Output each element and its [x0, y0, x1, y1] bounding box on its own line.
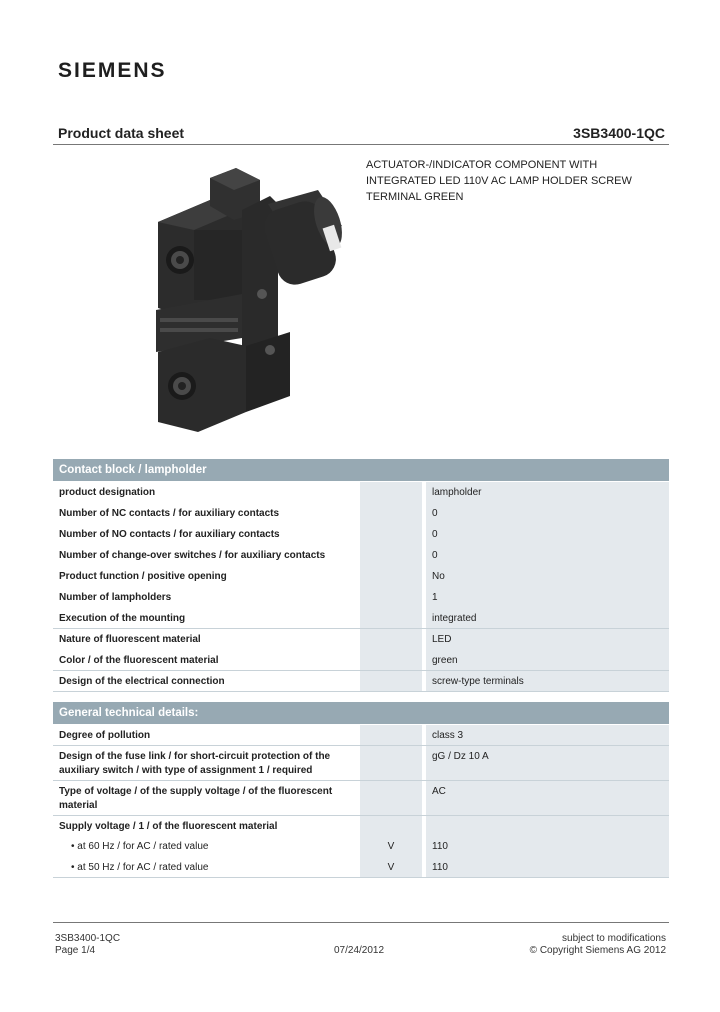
- spec-value: 0: [426, 503, 669, 524]
- spec-value: green: [426, 650, 669, 670]
- product-code: 3SB3400-1QC: [573, 125, 665, 141]
- spec-unit: [360, 566, 422, 587]
- spec-label: • at 50 Hz / for AC / rated value: [71, 862, 209, 873]
- spec-unit: [360, 816, 422, 836]
- spec-value: screw-type terminals: [426, 671, 669, 691]
- spec-table-contact-block: [53, 482, 669, 692]
- spec-value: integrated: [426, 608, 669, 628]
- spec-value: 0: [426, 524, 669, 545]
- spec-value: [426, 816, 669, 836]
- spec-unit: [360, 587, 422, 608]
- spec-value: lampholder: [426, 482, 669, 503]
- table-row: [53, 725, 669, 746]
- spec-label: Number of NO contacts / for auxiliary contacts: [59, 529, 280, 540]
- table-row: [53, 608, 669, 629]
- spec-label: Degree of pollution: [59, 730, 151, 741]
- spec-value: gG / Dz 10 A: [426, 746, 669, 780]
- table-row: [53, 545, 669, 566]
- table-row: [53, 671, 669, 692]
- spec-label: Design of the fuse link / for short-circuit protection of the auxiliary switch / with type of assignment 1 / required: [59, 751, 331, 776]
- spec-label: Number of lampholders: [59, 592, 172, 603]
- spec-unit: [360, 629, 422, 650]
- spec-value: AC: [426, 781, 669, 815]
- footer-note: subject to modifications: [562, 933, 666, 944]
- table-row: [53, 566, 669, 587]
- footer-code: 3SB3400-1QC: [55, 933, 121, 944]
- spec-value: No: [426, 566, 669, 587]
- spec-value: 110: [426, 857, 669, 877]
- table-row: [53, 746, 669, 781]
- spec-unit: [360, 671, 422, 691]
- spec-unit: [360, 650, 422, 670]
- spec-unit: [360, 482, 422, 503]
- table-row: [53, 836, 669, 857]
- spec-label: Number of change-over switches / for auxiliary contacts: [59, 550, 326, 561]
- section-header-general: General technical details:: [53, 702, 669, 724]
- spec-unit: V: [360, 836, 422, 857]
- table-row: [53, 857, 669, 878]
- product-image: [150, 160, 350, 440]
- spec-label: Execution of the mounting: [59, 613, 186, 624]
- spec-value: 110: [426, 836, 669, 857]
- table-row: [53, 650, 669, 671]
- spec-label: Type of voltage / of the supply voltage / of the fluorescent material: [59, 786, 333, 811]
- spec-label: Number of NC contacts / for auxiliary contacts: [59, 508, 280, 519]
- header-divider: [53, 144, 669, 145]
- spec-unit: [360, 524, 422, 545]
- spec-label: Supply voltage / 1 / of the fluorescent material: [59, 821, 278, 832]
- spec-value: 0: [426, 545, 669, 566]
- spec-value: 1: [426, 587, 669, 608]
- footer-copyright: © Copyright Siemens AG 2012: [529, 945, 666, 956]
- spec-label: Color / of the fluorescent material: [59, 655, 219, 666]
- spec-label: Design of the electrical connection: [59, 676, 225, 687]
- table-row: [53, 482, 669, 503]
- product-description: ACTUATOR-/INDICATOR COMPONENT WITH INTEGRATED LED 110V AC LAMP HOLDER SCREW TERMINAL GREEN: [366, 159, 632, 203]
- table-row: [53, 503, 669, 524]
- section-header-contact-block: Contact block / lampholder: [53, 459, 669, 481]
- table-row: [53, 629, 669, 650]
- spec-label: • at 60 Hz / for AC / rated value: [71, 841, 209, 852]
- spec-label: Product function / positive opening: [59, 571, 227, 582]
- spec-unit: [360, 608, 422, 628]
- spec-table-general: [53, 725, 669, 878]
- table-row: [53, 781, 669, 816]
- page-title: Product data sheet: [58, 125, 185, 141]
- table-row: [53, 524, 669, 545]
- spec-label: product designation: [59, 487, 156, 498]
- spec-unit: V: [360, 857, 422, 877]
- spec-unit: [360, 781, 422, 815]
- table-row: [53, 587, 669, 608]
- spec-unit: [360, 503, 422, 524]
- spec-value: LED: [426, 629, 669, 650]
- footer-divider: [53, 922, 669, 923]
- spec-unit: [360, 725, 422, 745]
- footer-page: Page 1/4: [55, 945, 96, 956]
- footer-date: 07/24/2012: [334, 945, 385, 956]
- spec-value: class 3: [426, 725, 669, 745]
- spec-unit: [360, 545, 422, 566]
- spec-unit: [360, 746, 422, 780]
- table-row: [53, 816, 669, 836]
- spec-label: Nature of fluorescent material: [59, 634, 201, 645]
- siemens-logo: SIEMENS: [58, 59, 167, 82]
